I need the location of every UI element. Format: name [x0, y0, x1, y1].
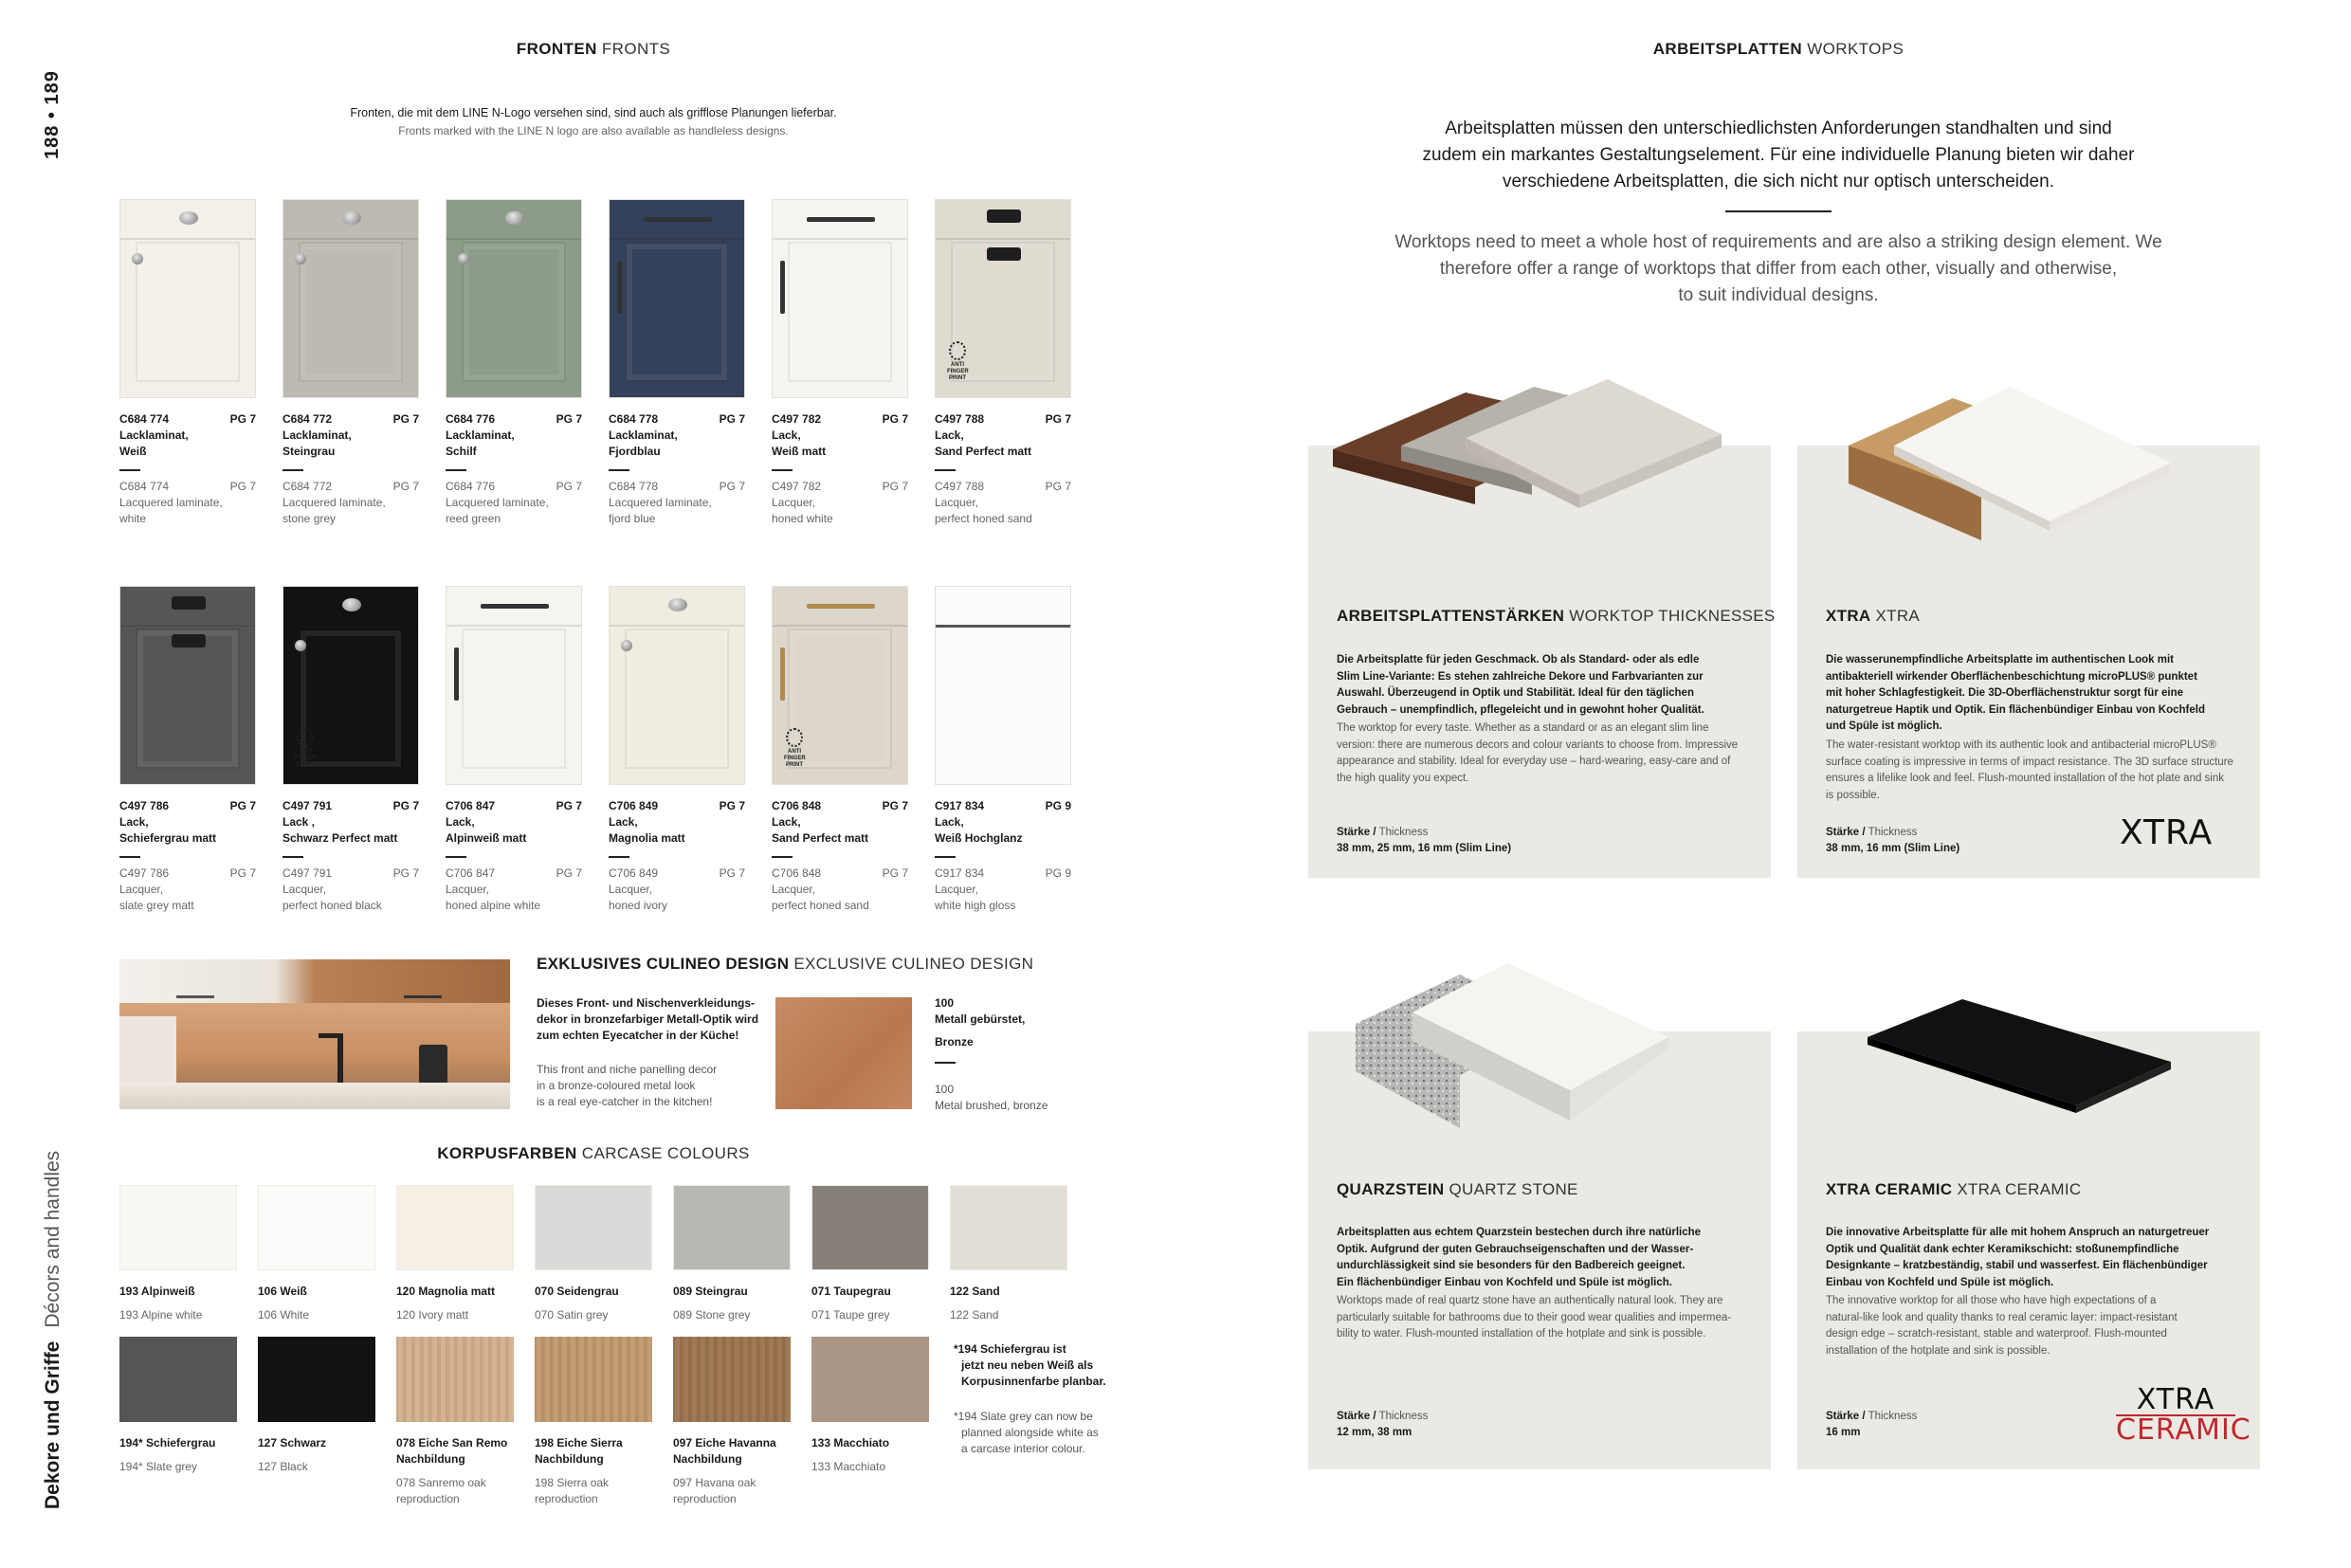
card2-text-de: Die wasserunempfindliche Arbeitsplatte im authentischen Look mit antibakteriell wirkender Oberflächenbeschichtung microPLUS® punktet mit hoher Schlagfestigkeit. Die 3D-Oberflächenstruktur sorgt für eine naturgetreue Haptik und Optik. Ein flächenbündiger Einbau von Kochfeld und Spüle ist möglich. — [1826, 654, 2205, 732]
colour-swatch — [673, 1337, 791, 1422]
front-label-en: C706 849 PG 7 Lacquer, honed ivory — [609, 866, 745, 912]
colour-swatch — [950, 1185, 1067, 1270]
fronts-intro-de: Fronten, die mit dem LINE N-Logo versehen sind, sind auch als grifflose Planungen lieferbar. — [350, 106, 837, 119]
side-label-en: Décors and handles — [42, 1150, 64, 1328]
card2-text-en: The water-resistant worktop with its authentic look and antibacterial microPLUS® surface coating is impressive in terms of impact resistance. The 3D surface structure ensures a lifelike look and feel. Flush-mounted installation of the hot plate and sink is possible. — [1826, 739, 2233, 801]
divider — [935, 469, 956, 471]
front-door-image — [772, 199, 908, 398]
colour-label: 194* Schiefergrau 194* Slate grey — [119, 1436, 216, 1473]
divider — [119, 469, 140, 471]
card3-title: QUARZSTEIN QUARTZ STONE — [1337, 1180, 1578, 1198]
knob-handle-icon — [295, 640, 306, 651]
divider — [282, 469, 303, 471]
card4-title: XTRA CERAMIC XTRA CERAMIC — [1826, 1180, 2082, 1198]
colour-label: 089 Steingrau 089 Stone grey — [673, 1285, 751, 1322]
front-label-en: C684 776 PG 7 Lacquered laminate, reed green — [446, 480, 582, 525]
card3-text-en: Worktops made of real quartz stone have an authentically natural look. They are particularly suitable for bathrooms due to their good wear qualities and impermea- bility to water. Flush-mounted installation of the hotplate and sink is possible. — [1337, 1295, 1732, 1340]
front-door-image — [609, 586, 745, 785]
front-door-image — [935, 586, 1071, 785]
front-label-de: C497 786 PG 7 Lack, Schiefergrau matt — [119, 799, 256, 845]
front-item — [446, 199, 582, 527]
bar-handle-icon — [617, 261, 622, 314]
knob-handle-icon — [179, 211, 198, 225]
front-label-de: C497 782 PG 7 Lack, Weiß matt — [772, 412, 908, 458]
xtra-logo: XTRA — [2120, 813, 2214, 852]
anti-fingerprint-icon: ANTI FINGER PRINT — [295, 728, 316, 769]
divider — [935, 856, 956, 858]
front-label-en: C497 791 PG 7 Lacquer, perfect honed black — [282, 866, 419, 912]
page-numbers: 188 • 189 — [42, 70, 63, 159]
divider — [119, 856, 140, 858]
divider — [609, 469, 629, 471]
fronts-heading: FRONTEN FRONTS — [516, 40, 671, 58]
card4-text-de: Die innovative Arbeitsplatte für alle mit hohem Anspruch an naturgetreuer Optik und Qualität dank echter Keramikschicht: stoßunempfindliche Designkante – kratzbeständig, stabil und wasserfest. Ein flächenbündiger Einbau von Kochfeld und Spüle ist möglich. — [1826, 1227, 2210, 1288]
knob-handle-icon — [295, 253, 306, 264]
front-item — [772, 199, 908, 527]
bronze-swatch — [775, 997, 912, 1109]
worktops-heading: ARBEITSPLATTEN WORKTOPS — [1652, 40, 1904, 58]
front-item — [609, 199, 745, 527]
divider — [609, 856, 629, 858]
card2-title: XTRA XTRA — [1826, 607, 1921, 625]
bar-handle-icon — [780, 647, 785, 701]
culineo-text-en: This front and niche panelling decor in a bronze-coloured metal look is a real eye-catcher in the kitchen! — [537, 1063, 718, 1108]
cup-handle-icon — [987, 210, 1021, 223]
knob-handle-icon — [505, 211, 524, 225]
colour-label: 106 Weiß 106 White — [258, 1285, 310, 1322]
card1-title: ARBEITSPLATTENSTÄRKEN WORKTOP THICKNESSES — [1337, 607, 1776, 625]
front-item — [119, 586, 256, 914]
culineo-text-de: Dieses Front- und Nischenverkleidungs- dekor in bronzefarbiger Metall-Optik wird zum echten Eyecatcher in der Küche! — [537, 996, 759, 1042]
card3-thickness: Stärke / Thickness 12 mm, 38 mm — [1337, 1411, 1429, 1438]
card1-thickness: Stärke / Thickness 38 mm, 25 mm, 16 mm (Slim Line) — [1337, 827, 1512, 854]
front-door-image — [446, 199, 582, 398]
colour-swatch — [119, 1337, 237, 1422]
xtra-ceramic-logo: XTRA CERAMIC — [2116, 1383, 2251, 1447]
front-door-image — [935, 199, 1071, 398]
carcase-heading: KORPUSFARBEN CARCASE COLOURS — [437, 1144, 750, 1162]
worktop-xtra-illustration — [1839, 379, 2237, 559]
card1-text-en: The worktop for every taste. Whether as a standard or as an elegant slim line version: there are numerous decors and colour variants to choose from. Impressive appearance and stability. Ideal for everyday use – hard-wearing, easy-care and of the high quality you expect. — [1337, 722, 1739, 784]
colour-label: 120 Magnolia matt 120 Ivory matt — [396, 1285, 496, 1322]
front-item — [282, 586, 419, 914]
card3-text-de: Arbeitsplatten aus echtem Quarzstein bestechen durch ihre natürliche Optik. Aufgrund der guten Gebrauchseigenschaften und der Wasser- undurchlässigkeit sind sie besonders für den Badbereich geeignet. Ein flächenbündiger Einbau von Kochfeld und Spüle ist möglich. — [1337, 1227, 1702, 1288]
colour-label: 193 Alpinweiß 193 Alpine white — [119, 1285, 203, 1322]
card4-thickness: Stärke / Thickness 16 mm — [1826, 1411, 1918, 1438]
front-label-de: C684 774 PG 7 Lacklaminat, Weiß — [119, 412, 256, 458]
worktop-ceramic-illustration — [1858, 992, 2199, 1124]
section-side-label — [42, 1151, 64, 1509]
colour-swatch — [673, 1185, 791, 1270]
front-label-en: C706 848 PG 7 Lacquer, perfect honed sand — [772, 866, 908, 912]
colour-label: 122 Sand 122 Sand — [950, 1285, 1000, 1322]
bronze-label-de: 100 Metall gebürstet, Bronze — [935, 995, 1067, 1064]
front-label-en: C917 834 PG 9 Lacquer, white high gloss — [935, 866, 1071, 912]
bar-handle-icon — [454, 647, 459, 701]
front-label-en: C684 774 PG 7 Lacquered laminate, white — [119, 480, 256, 525]
bar-handle-icon — [780, 261, 785, 314]
front-label-en: C706 847 PG 7 Lacquer, honed alpine white — [446, 866, 582, 912]
divider — [446, 856, 466, 858]
front-door-image — [282, 199, 419, 398]
colour-swatch — [811, 1337, 929, 1422]
front-label-de: C684 776 PG 7 Lacklaminat, Schilf — [446, 412, 582, 458]
colour-label: 071 Taupegrau 071 Taupe grey — [811, 1285, 891, 1322]
front-label-en: C684 778 PG 7 Lacquered laminate, fjord blue — [609, 480, 745, 525]
front-label-en: C497 788 PG 7 Lacquer, perfect honed sand — [935, 480, 1071, 525]
front-door-image — [446, 586, 582, 785]
worktops-lead-de: Arbeitsplatten müssen den unterschiedlichsten Anforderungen standhalten und sind zudem ein markantes Gestaltungselement. Für eine individuelle Planung bieten wir daher verschiedene Arbeitsplatten, die sich nicht nur optisch unterscheiden. — [1422, 119, 2135, 191]
anti-fingerprint-icon: ANTI FINGER PRINT — [947, 341, 968, 382]
front-item — [609, 586, 745, 914]
colour-label: 198 Eiche Sierra Nachbildung 198 Sierra oak reproduction — [535, 1436, 623, 1505]
card1-text-de: Die Arbeitsplatte für jeden Geschmack. Ob als Standard- oder als edle Slim Line-Variante: Es stehen zahlreiche Dekore und Farbvarianten zur Auswahl. Überzeugend in Optik und Stabilität. Ideal für den täglichen Gebrauch – unempfindlich, pflegeleicht und in gewohnt hoher Qualität. — [1337, 654, 1704, 716]
cup-handle-icon — [172, 634, 206, 647]
carcase-note-en: *194 Slate grey can now be planned alongside white as a carcase interior colour. — [954, 1410, 1099, 1455]
cup-handle-icon — [172, 596, 206, 610]
front-label-de: C684 778 PG 7 Lacklaminat, Fjordblau — [609, 412, 745, 458]
front-label-en: C497 782 PG 7 Lacquer, honed white — [772, 480, 908, 525]
bar-handle-icon — [644, 217, 712, 222]
card4-text-en: The innovative worktop for all those who have high expectations of a natural-like look and quality thanks to real ceramic layer: impact-resistant design edge – scratch-resistant, stable and waterproof. Flush-mounted installation of the hotplate and sink is possible. — [1826, 1295, 2178, 1357]
front-item — [935, 199, 1071, 527]
front-label-de: C706 849 PG 7 Lack, Magnolia matt — [609, 799, 745, 845]
colour-swatch — [258, 1337, 375, 1422]
colour-label: 078 Eiche San Remo Nachbildung 078 Sanremo oak reproduction — [396, 1436, 508, 1505]
worktop-thickness-illustration — [1323, 372, 1722, 561]
knob-handle-icon — [668, 598, 687, 611]
front-label-de: C706 847 PG 7 Lack, Alpinweiß matt — [446, 799, 582, 845]
knob-handle-icon — [342, 598, 361, 611]
front-label-de: C684 772 PG 7 Lacklaminat, Steingrau — [282, 412, 419, 458]
front-item — [119, 199, 256, 527]
anti-fingerprint-icon: ANTI FINGER PRINT — [784, 728, 805, 769]
knob-handle-icon — [458, 253, 469, 264]
colour-label: 127 Schwarz 127 Black — [258, 1436, 327, 1473]
fronts-intro-en: Fronts marked with the LINE N logo are also available as handleless designs. — [398, 124, 789, 137]
bar-handle-icon — [807, 604, 875, 609]
front-door-image — [772, 586, 908, 785]
bar-handle-icon — [481, 604, 549, 609]
front-label-en: C497 786 PG 7 Lacquer, slate grey matt — [119, 866, 256, 912]
front-label-de: C917 834 PG 9 Lack, Weiß Hochglanz — [935, 799, 1071, 845]
colour-label: 070 Seidengrau 070 Satin grey — [535, 1285, 619, 1322]
colour-swatch — [258, 1185, 375, 1270]
front-door-image — [282, 586, 419, 785]
front-door-image — [609, 199, 745, 398]
colour-label: 097 Eiche Havanna Nachbildung 097 Havana oak reproduction — [673, 1436, 776, 1505]
front-item — [935, 586, 1071, 914]
worktop-quartz-illustration — [1346, 957, 1687, 1147]
colour-label: 133 Macchiato 133 Macchiato — [811, 1436, 890, 1473]
front-item — [772, 586, 908, 914]
divider — [282, 856, 303, 858]
culineo-kitchen-photo — [119, 959, 510, 1109]
knob-handle-icon — [342, 211, 361, 225]
cup-handle-icon — [987, 247, 1021, 261]
colour-swatch — [119, 1185, 237, 1270]
card2-thickness: Stärke / Thickness 38 mm, 16 mm (Slim Line) — [1826, 827, 1960, 854]
knob-handle-icon — [132, 253, 143, 264]
bar-handle-icon — [807, 217, 875, 222]
front-label-de: C497 788 PG 7 Lack, Sand Perfect matt — [935, 412, 1071, 458]
colour-swatch — [811, 1185, 929, 1270]
front-label-de: C497 791 PG 7 Lack , Schwarz Perfect matt — [282, 799, 419, 845]
colour-swatch — [535, 1185, 652, 1270]
side-label-de: Dekore und Griffe — [42, 1340, 64, 1509]
front-label-de: C706 848 PG 7 Lack, Sand Perfect matt — [772, 799, 908, 845]
culineo-heading: EXKLUSIVES CULINEO DESIGN EXCLUSIVE CULINEO DESIGN — [537, 955, 1034, 973]
colour-swatch — [535, 1337, 652, 1422]
front-door-image — [119, 586, 256, 785]
divider — [772, 856, 793, 858]
bronze-label-en: 100 Metal brushed, bronze — [935, 1083, 1048, 1112]
knob-handle-icon — [621, 640, 632, 651]
colour-swatch — [396, 1185, 514, 1270]
front-label-en: C684 772 PG 7 Lacquered laminate, stone grey — [282, 480, 419, 525]
front-item — [446, 586, 582, 914]
colour-swatch — [396, 1337, 514, 1422]
front-item — [282, 199, 419, 527]
divider — [772, 469, 793, 471]
front-door-image — [119, 199, 256, 398]
carcase-note-de: *194 Schiefergrau ist jetzt neu neben Weiß als Korpusinnenfarbe planbar. — [954, 1342, 1106, 1388]
divider — [446, 469, 466, 471]
lead-divider — [1725, 210, 1832, 212]
worktops-lead-en: Worktops need to meet a whole host of requirements and are also a striking design element. We therefore offer a range of worktops that differ from each other, visually and otherwise, to suit individual designs. — [1394, 232, 2162, 305]
